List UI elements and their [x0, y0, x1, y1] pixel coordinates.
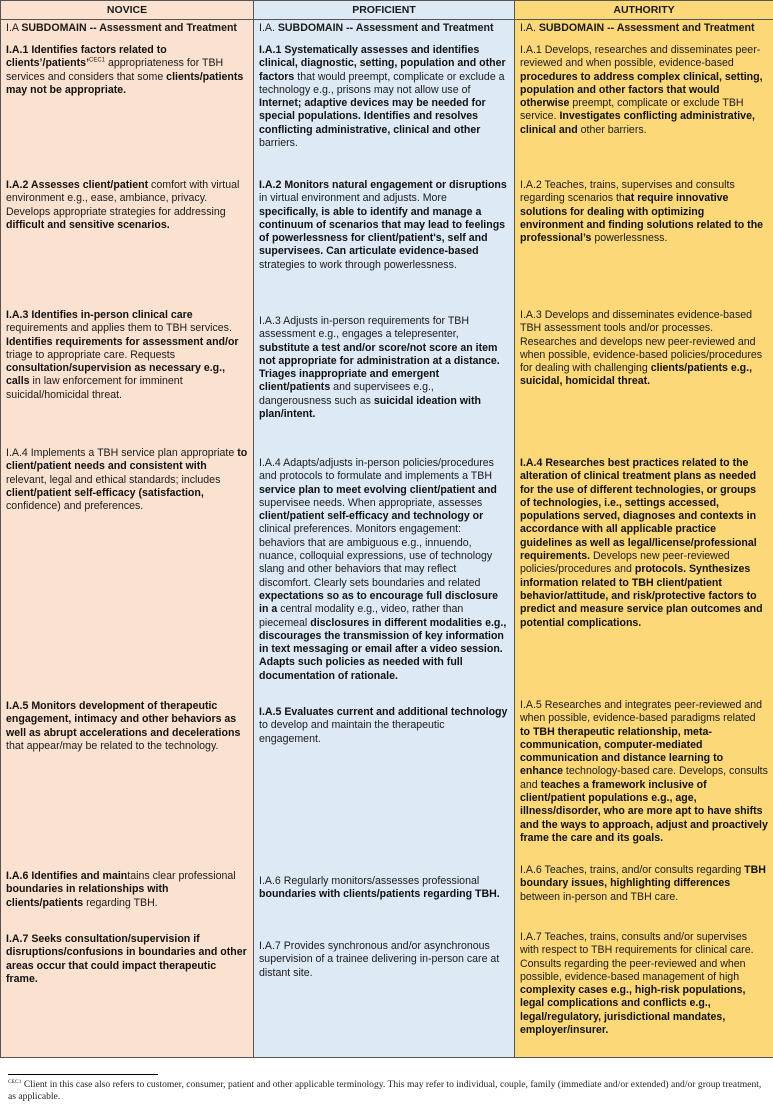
competency-text [6, 447, 248, 513]
text-segment: tains clear professional [127, 870, 236, 882]
competency-text [6, 870, 248, 910]
novice-items [1, 37, 253, 1057]
text-segment: I.A.3 Adjusts in-person requirements for TBH assessment e.g., engages a telepresenter, [259, 315, 470, 341]
competency-text [520, 864, 768, 904]
text-segment: relevant, legal and ethical standards; includes [6, 473, 221, 486]
text-segment: I.A.4 Implements a TBH service plan appropriate [6, 447, 238, 459]
proficient-competency-2 [259, 179, 509, 272]
header-row [1, 1, 773, 20]
text-segment: Develops new peer-reviewed policies/procedures and [520, 550, 730, 576]
text-segment: clinical preferences. Monitors engagement: behaviors that are ambiguous e.g., innuendo, nuance, colloquial expressions, use of technology slang and other behaviors that may reflect discomfort. Clearly sets boundaries and related [259, 523, 493, 589]
text-segment: regarding TBH. [83, 896, 158, 909]
text-segment: complexity cases e.g., high-risk populations, legal complications and conflicts e.g., legal/regulatory, jurisdictional mandates, employer/insurer. [520, 984, 746, 1037]
novice-competency-7 [6, 933, 248, 986]
text-segment: I.A.1 Identifies factors related to clients’/patients’ [6, 44, 167, 70]
competency-text [520, 309, 768, 389]
authority-competency-7 [520, 931, 768, 1037]
proficient-competency-1 [259, 44, 509, 150]
header-novice: NOVICE [1, 1, 254, 20]
authority-competency-3 [520, 309, 768, 389]
text-segment: I.A.1 Systematically assesses and identifies clinical, diagnostic, setting, population and other factors [259, 44, 506, 83]
authority-items [515, 37, 773, 1057]
authority-competency-1 [520, 44, 768, 137]
footnote-marker: CEC1 [8, 1078, 22, 1085]
text-segment: clients/patients e.g., suicidal, homicidal threat. [520, 362, 753, 388]
text-segment: preempt, complicate or exclude TBH service. [520, 97, 744, 123]
proficient-competency-7 [259, 940, 509, 980]
authority-competency-5 [520, 699, 768, 845]
text-segment: that would preempt, complicate or exclude a technology e.g., prisons may not allow use of [259, 70, 505, 96]
text-segment: central modality e.g., video, rather than piecemeal [259, 603, 464, 629]
competency-text [259, 44, 509, 150]
proficient-competency-3 [259, 315, 509, 421]
competency-text [6, 700, 248, 753]
text-segment: consultation/supervision as necessary e.g., calls [6, 362, 226, 388]
text-segment: I.A.5 Evaluates current and additional technology [259, 706, 508, 718]
text-segment: I.A.4 Researches best practices related to the alteration of clinical treatment plans as needed for the use of different technologies, or groups of technologies, i.e., settings accessed, populations served, diagnoses and contexts in accordance with all applicable practice guidelines as well as legal/license/professional requirements. [520, 457, 757, 563]
text-segment: to client/patient needs and consistent with [6, 447, 248, 473]
competency-text [259, 179, 509, 272]
text-segment: I.A.7 Seeks consultation/supervision if disruptions/confusions in boundaries and other areas occur that could impact therapeutic frame. [6, 933, 247, 985]
text-segment: supervisee needs. When appropriate, assesses [259, 496, 483, 509]
text-segment: confidence) and preferences. [6, 500, 144, 513]
text-segment: Investigates conflicting administrative, clinical and [520, 110, 755, 136]
text-segment: I.A.3 Develops and disseminates evidence-based TBH assessment tools and/or processes. Researches and develops new peer-reviewed and when possible, evidence-based policies/procedures for dealing with challenging [520, 309, 763, 375]
authority-competency-2 [520, 179, 768, 245]
text-segment: at require innovative solutions for dealing with optimizing environment and finding solutions related to the professional’s [520, 192, 764, 245]
competency-text [6, 179, 248, 232]
competency-text [520, 931, 768, 1037]
competency-text [6, 309, 248, 402]
novice-column [1, 20, 254, 1058]
text-segment: appropriateness for TBH services and considers that some [6, 57, 224, 83]
text-segment: service plan to meet evolving client/patient and [259, 483, 497, 496]
text-segment: between in-person and TBH care. [520, 890, 679, 903]
competency-text [520, 179, 768, 245]
proficient-items [254, 37, 514, 1057]
novice-competency-4 [6, 447, 248, 513]
text-segment: suicidal ideation with plan/intent. [259, 394, 481, 421]
authority-column [515, 20, 773, 1058]
footnote [8, 1079, 768, 1102]
text-segment: I.A.2 Monitors natural engagement or disruptions [259, 179, 507, 191]
subdomain-heading: I.A SUBDOMAIN -- Assessment and Treatment [6, 22, 237, 34]
footnote-ref: CEC1 [89, 57, 106, 64]
proficient-competency-6 [259, 875, 509, 902]
text-segment: I.A.6 Teaches, trains, and/or consults regarding [520, 864, 745, 876]
authority-competency-4 [520, 457, 768, 630]
header-authority: AUTHORITY [515, 1, 773, 20]
competency-text [259, 875, 509, 902]
text-segment: difficult and sensitive scenarios. [6, 218, 170, 231]
text-segment: substitute a test and/or score/not score an item not appropriate for administration at a distance. Triages inappropriate and emergent client/patients [259, 341, 500, 394]
competency-text [259, 315, 509, 421]
competency-text [6, 44, 248, 97]
text-segment: strategies to work through powerlessness. [259, 258, 457, 271]
text-segment: technology-based care. Develops, consults and [520, 765, 768, 791]
proficient-column [254, 20, 515, 1058]
novice-competency-3 [6, 309, 248, 402]
text-segment: I.A.5 Monitors development of therapeutic engagement, intimacy and other behaviors as well as abrupt accelerations and decelerations [6, 700, 241, 739]
text-segment: expectations so as to encourage full disclosure in a [259, 589, 499, 616]
text-segment: TBH boundary issues, highlighting differences [520, 864, 766, 890]
text-segment: I.A.2 Teaches, trains, supervises and consults regarding scenarios th [520, 179, 735, 205]
novice-competency-2 [6, 179, 248, 232]
text-segment: Identifies requirements for assessment and/or [6, 335, 239, 348]
competency-text [259, 457, 509, 683]
text-segment: I.A.7 Provides synchronous and/or asynchronous supervision of a trainee delivering in-person care at distant site. [259, 940, 500, 979]
header-proficient: PROFICIENT [254, 1, 515, 20]
novice-competency-5 [6, 700, 248, 753]
text-segment: client/patient self-efficacy (satisfaction, [6, 486, 204, 499]
novice-competency-6 [6, 870, 248, 910]
body-row [1, 20, 773, 1058]
authority-competency-6 [520, 864, 768, 904]
text-segment: powerlessness. [591, 232, 668, 245]
text-segment: and supervisees e.g., dangerousness such as [259, 381, 434, 407]
text-segment: in law enforcement for imminent suicidal/homicidal threat. [6, 375, 183, 401]
competency-text [520, 457, 768, 630]
text-segment: comfort with virtual environment e.g., ease, ambiance, privacy. Develops appropriate strategies for addressing [6, 179, 240, 218]
text-segment: I.A.1 Develops, researches and disseminates peer-reviewed and when possible, evidence-based [520, 44, 761, 70]
subdomain-heading: I.A. SUBDOMAIN -- Assessment and Treatment [259, 22, 494, 34]
text-segment: triage to appropriate care. Requests [6, 348, 176, 361]
novice-competency-1 [6, 44, 248, 97]
text-segment: requirements and applies them to TBH services. [6, 322, 232, 335]
text-segment: client/patient self-efficacy and technology or [259, 510, 484, 523]
text-segment: I.A.4 Adapts/adjusts in-person policies/procedures and protocols to formulate and implements a TBH [259, 457, 494, 483]
text-segment: Internet; adaptive devices may be needed for special populations. Identifies and resolves conflicting administrative, clinical and other [259, 97, 486, 136]
proficient-competency-4 [259, 457, 509, 683]
competency-text [259, 940, 509, 980]
text-segment: I.A.6 Regularly monitors/assesses professional [259, 875, 480, 887]
competency-text [6, 933, 248, 986]
text-segment: specifically, is able to identify and manage a continuum of scenarios that may lead to feelings of powerlessness for client/patient's, self and supervisees. Can articulate evidence-based [259, 205, 506, 258]
text-segment: teaches a framework inclusive of client/patient populations e.g., age, illness/disorder, who are more apt to have shifts and the ways to approach, adjust and proactively frame the care and its goals. [520, 778, 768, 844]
text-segment: I.A.3 Identifies in-person clinical care [6, 309, 193, 321]
text-segment: procedures to address complex clinical, setting, population and other factors that would otherwise [520, 70, 763, 110]
text-segment: boundaries in relationships with clients/patients [6, 883, 169, 909]
text-segment: I.A.2 Assesses client/patient [6, 179, 149, 191]
subdomain-heading: I.A. SUBDOMAIN -- Assessment and Treatment [520, 22, 755, 34]
text-segment: I.A.7 Teaches, trains, consults and/or supervises with respect to TBH requirements for clinical care. Consults regarding the peer-reviewed and when possible, evidence-based management of high [520, 931, 754, 983]
text-segment: to TBH therapeutic relationship, meta-communication, computer-mediated communication and distance learning to enhance [520, 725, 724, 778]
text-segment: to develop and maintain the therapeutic engagement. [259, 719, 445, 745]
text-segment: disclosures in different modalities e.g., discourages the transmission of key information in text messaging or email after a video session. Adapts such policies as needed with full documentation of rationale. [259, 616, 507, 682]
text-segment: in virtual environment and adjusts. More [259, 192, 447, 205]
text-segment: I.A.5 Researches and integrates peer-reviewed and when possible, evidence-based paradigms related [520, 699, 763, 725]
footnote-text: Client in this case also refers to customer, consumer, patient and other applicable terminology. This may refer to individual, couple, family (immediate and/or extended) and/or group treatment, as applicable. [8, 1079, 762, 1102]
text-segment: clients/patients may not be appropriate. [6, 70, 244, 96]
text-segment: protocols. Synthesizes information related to TBH client/patient behavior/attitude, and risk/protective factors to predict and measure service plan outcomes and potential complications. [520, 563, 763, 629]
text-segment: I.A.6 Identifies and main [6, 870, 128, 882]
text-segment: barriers. [259, 137, 298, 150]
text-segment: boundaries with clients/patients regarding TBH. [259, 888, 500, 901]
competency-text [520, 699, 768, 845]
text-segment: that appear/may be related to the technology. [6, 739, 219, 752]
footnote-rule [8, 1074, 158, 1075]
competency-text [259, 706, 509, 746]
proficient-competency-5 [259, 706, 509, 746]
text-segment: other barriers. [577, 123, 647, 136]
competency-text [520, 44, 768, 137]
